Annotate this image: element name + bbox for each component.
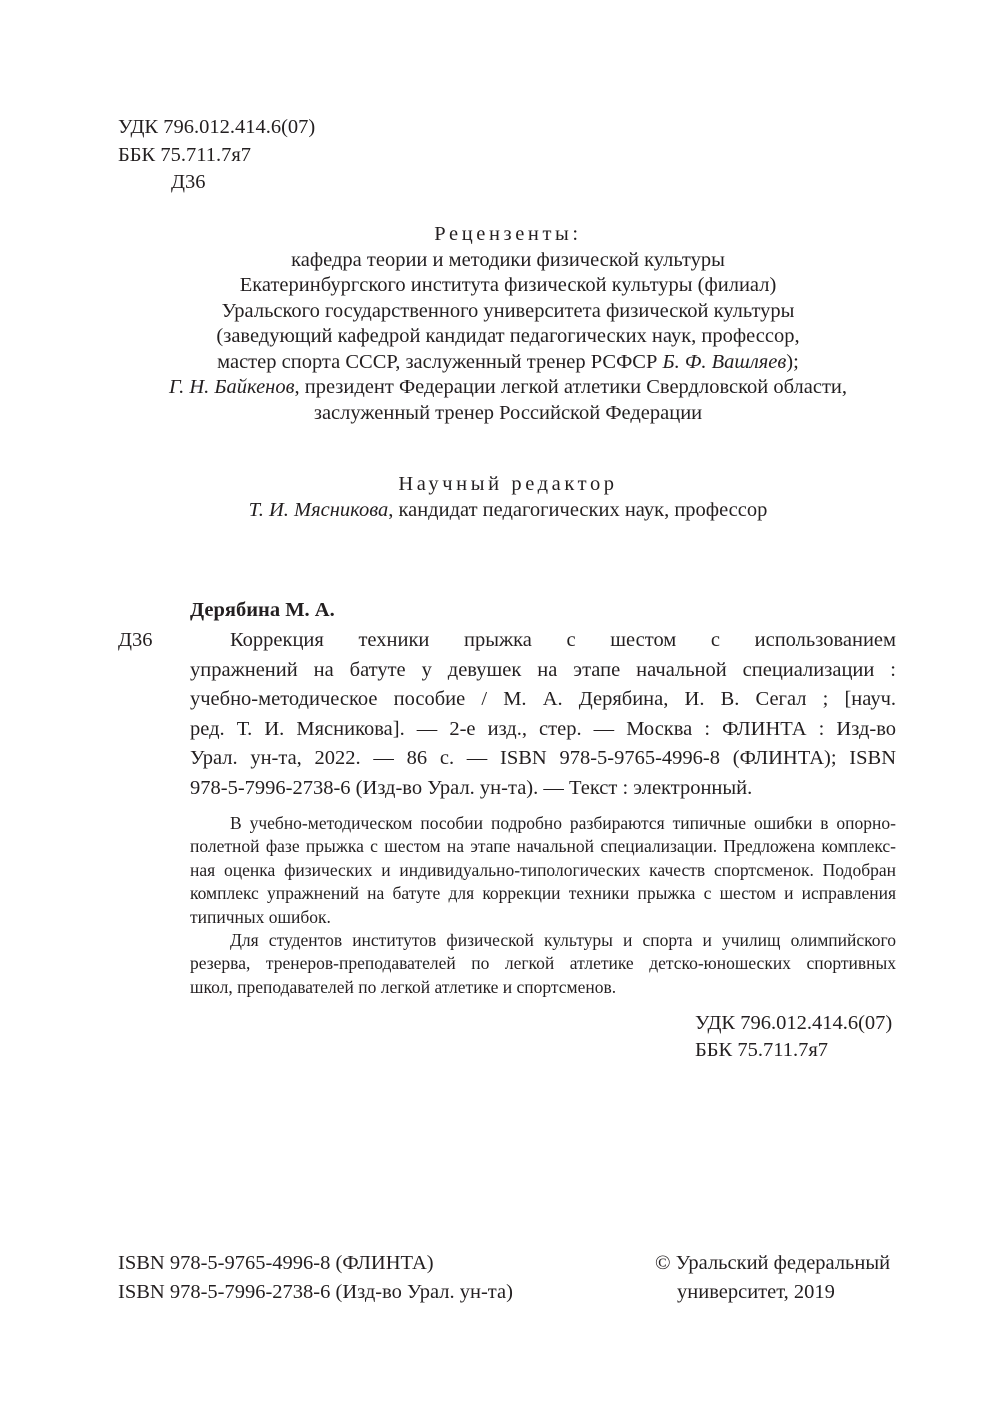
abstract-line: полетной фазе прыжка с шестом на этапе начальной специализации. Предложена комплекс-	[190, 836, 896, 857]
entry-line: упражнений на батуте у девушек на этапе начальной специализации :	[190, 658, 896, 681]
reviewers-line: кафедра теории и методики физической культуры	[291, 248, 725, 271]
entry-author: Дерябина М. А.	[190, 599, 335, 621]
reviewers-heading: Рецензенты:	[434, 223, 582, 245]
isbn-line: ISBN 978-5-7996-2738-6 (Изд-во Урал. ун-та)	[118, 1280, 513, 1303]
editor-name: Т. И. Мясникова	[248, 499, 389, 521]
entry-line: ред. Т. И. Мясникова]. — 2-е изд., стер. — Москва : ФЛИНТА : Изд-во	[190, 717, 896, 740]
abstract-line: резерва, тренеров-преподавателей по легкой атлетике детско-юношеских спортивных	[190, 953, 896, 974]
copyright-block	[655, 1250, 890, 1307]
copyright-line: университет, 2019	[677, 1280, 835, 1303]
end-codes-block	[695, 1010, 892, 1063]
entry-line: 978-5-7996-2738-6 (Изд-во Урал. ун-та). — Текст : электронный.	[190, 776, 753, 799]
abstract-line: типичных ошибок.	[190, 906, 331, 927]
bbk-code: ББК 75.711.7я7	[695, 1038, 829, 1061]
entry-description	[190, 627, 896, 804]
abstract-block	[190, 812, 896, 999]
isbn-line: ISBN 978-5-9765-4996-8 (ФЛИНТА)	[118, 1252, 434, 1274]
reviewer-name: Г. Н. Байкенов	[168, 376, 295, 398]
copyright-line: © Уральский федеральный	[655, 1252, 891, 1274]
editor-block	[100, 471, 916, 523]
reviewers-line6-suffix: , президент Федерации легкой атлетики Свердловской области,	[294, 376, 848, 398]
author-mark: Д36	[171, 171, 206, 193]
entry-line: Коррекция техники прыжка с шестом с использованием	[230, 629, 896, 651]
editor-heading: Научный редактор	[398, 473, 618, 495]
reviewers-line: Уральского государственного университета физической культуры	[221, 299, 795, 322]
abstract-line: ная оценка физических и индивидуально-типологических качеств спортсменок. Подобран	[190, 859, 896, 880]
isbn-block	[118, 1250, 513, 1307]
abstract-line: комплекс упражнений на батуте для коррекции техники прыжка с шестом и исправления	[190, 883, 896, 904]
reviewers-line5-prefix: мастер спорта СССР, заслуженный тренер РСФСР	[217, 350, 663, 373]
reviewers-line5-suffix: );	[786, 350, 799, 373]
reviewers-line	[100, 374, 916, 400]
editor-suffix: , кандидат педагогических наук, профессор	[388, 499, 768, 521]
reviewer-name: Б. Ф. Вашляев	[662, 350, 787, 373]
reviewers-block	[100, 221, 916, 425]
abstract-line: школ, преподавателей по легкой атлетике и спортсменов.	[190, 976, 617, 997]
entry-line: Урал. ун-та, 2022. — 86 с. — ISBN 978-5-9765-4996-8 (ФЛИНТА); ISBN	[190, 747, 896, 769]
abstract-line: В учебно-методическом пособии подробно разбираются типичные ошибки в опорно-	[230, 813, 896, 833]
editor-line	[100, 497, 916, 523]
classification-block	[118, 114, 315, 197]
udk-code: УДК 796.012.414.6(07)	[118, 116, 316, 138]
udk-code: УДК 796.012.414.6(07)	[695, 1012, 893, 1034]
bbk-code: ББК 75.711.7я7	[118, 143, 252, 166]
entry-code: Д36	[118, 629, 153, 651]
reviewers-line: заслуженный тренер Российской Федерации	[313, 401, 703, 424]
abstract-line: Для студентов институтов физической культуры и спорта и училищ олимпийского	[230, 929, 896, 950]
entry-line: учебно-методическое пособие / М. А. Дерябина, И. В. Сегал ; [науч.	[190, 688, 896, 710]
reviewers-line	[100, 349, 916, 375]
reviewers-line: (заведующий кафедрой кандидат педагогических наук, профессор,	[216, 325, 800, 347]
reviewers-line: Екатеринбургского института физической культуры (филиал)	[239, 274, 777, 296]
